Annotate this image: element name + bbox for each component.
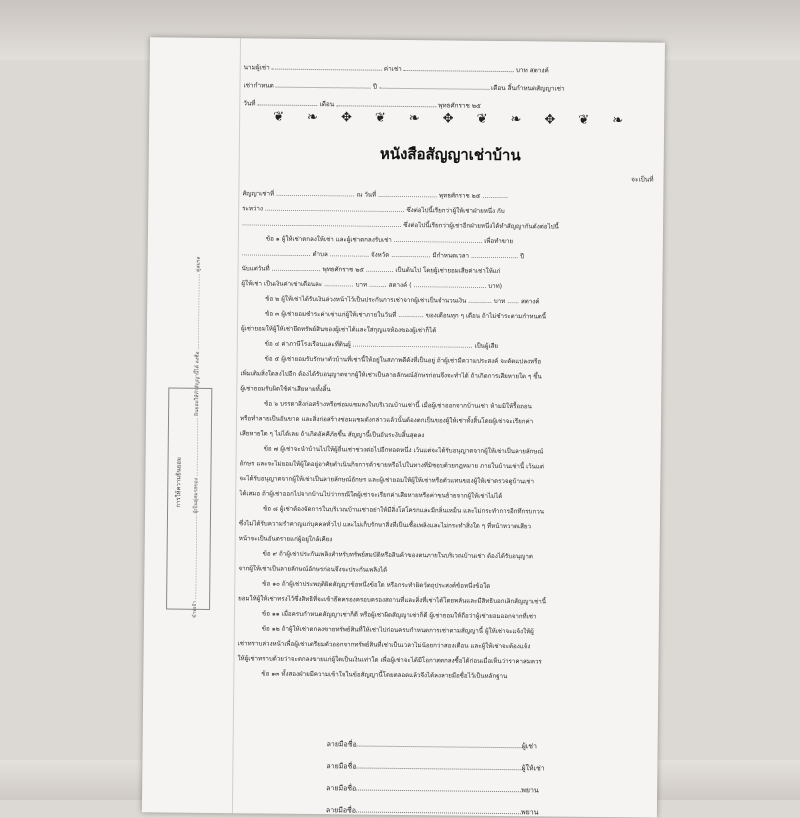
ornament-glyph: ❧ [612,113,624,129]
contract-line: ข้อ ๔ ค่าภาษีโรงเรือนและที่ดินผู้ ............................................................. เป็นผู้เสีย [264,340,499,350]
signature-label: ลายมือชื่อ [326,784,357,793]
contract-line: ให้ผู้เช่าทราบด้วยว่าจะตกลงขายแก่ผู้ใดเป็นเงินเท่าใด เพื่อผู้เช่าจะได้มีโอกาสตกลงซื้อได้ก่อนเมื่อเห็นว่าราคาสมควร [237,655,542,666]
fill-line [336,99,436,107]
ornament-glyph: ✥ [442,111,454,127]
contract-line: ได้เสมอ ถ้าผู้เช่าออกไปจากบ้านไปว่ากรณีใดผู้เช่าจะเรียกค่าเสียหายหรือค่าขนย้ายจากผู้ให้เช่าไม่ได้ [239,490,503,501]
contract-line: เช่าทราบล่วงหน้าเพื่อผู้เช่าเตรียมตัวออกจากทรัพย์สินที่เช่าเป็นเวลาไม่น้อยกว่าสองเดือน และผู้ให้เช่าจะต้องแจ้ง [237,640,531,651]
ornament-glyph: ❦ [578,112,590,128]
title-right-note: จะเป็นที่ [631,175,654,184]
ornament-glyph: ❧ [408,111,420,127]
contract-line: ผู้เช่ายอมรับผิดใช้ค่าเสียหายทั้งสิ้น [240,385,331,394]
ornament-glyph: ❦ [476,111,488,127]
header-day-label: วันที่ [243,99,256,108]
signature-line [357,740,522,749]
contract-line: ข้อ ๑ ผู้ให้เช่าตกลงให้เช่า และผู้เช่าตกลงรับเช่า ............................................. เพื่อทำขาย [265,235,514,246]
document-title: หนังสือสัญญาเช่าบ้าน [379,144,521,165]
signature-label: ลายมือชื่อ [326,762,357,771]
contract-line: ระหว่าง ....................................................................... ซึ่งต่อไปนี้เรียกว่าผู้ให้เช่าฝ่ายหนึ่ง กับ [242,205,505,216]
signature-role: ผู้ให้เช่า [521,764,545,773]
signature-role: ผู้เช่า [521,742,537,751]
ornament-glyph: ❧ [510,112,522,128]
header-year-label: ปี [372,82,378,91]
fill-line [276,81,371,89]
header-rent-label: ค่าเช่า [383,64,402,73]
contract-line: ยอมให้ผู้ให้เช่าทรงไว้ซึ่งสิทธิที่จะเข้ายึดครองครอบครองสถานที่และสิ่งที่เช่าได้โดยพลันและมีสิทธิบอกเลิกสัญญาเช่านี้ [238,595,547,606]
contract-line: ข้อ ๙ ถ้าผู้เช่าประกันเพลิงสำหรับทรัพย์สมบัติหรือสินค้าของตนภายในบริเวณบ้านเช่า ต้องได้รับอนุญาต [262,550,533,561]
ornament-glyph: ✥ [340,110,352,126]
contract-line: ข้อ ๖ บรรดาสิ่งก่อสร้างหรือซ่อมแซมลงในบริเวณบ้านเช่านี้ เมื่อผู้เช่าออกจากบ้านเช่า ห้ามมิให้รื้อถอน [264,400,532,411]
ornament-glyph: ❦ [273,109,285,125]
contract-line: ผู้ให้เช่า เป็นเงินค่าเช่าเดือนละ ............... บาท ......... สตางค์ ( ..................................... บาท) [241,280,503,291]
signature-row [326,761,544,774]
contract-main [236,38,659,817]
header-tenant-label: นามผู้เช่า [243,63,270,72]
header-row-2 [243,80,564,93]
contract-line: ข้อ ๑๐ ถ้าผู้เช่าประพฤติผิดสัญญาข้อหนึ่งข้อใด หรือกระทำผิดวัตถุประสงค์ข้อหนึ่งข้อใด [262,580,491,590]
signature-line [356,762,521,771]
contract-line: ................................... ตำบล .................... จังหวัด .................... มีกำหนดเวลา ........................ ปี [241,250,525,261]
fill-line [379,82,489,90]
signature-line [356,806,521,815]
consent-text: ข้าพเจ้า ..................................................... ผู้เป็นคู่สมรสของ ..................................... ยินยอมให้ทำสัญญานี้ได้ ลงชื่อ ................................................ คู่สมรส [191,256,202,618]
fill-line [272,63,382,71]
contract-line: เสียหายใด ๆ ไม่ได้เลย ถ้าเกิดอัคคีภัยขึ้น สัญญานี้เป็นอันระงับสิ้นสุดลง [239,430,425,440]
contract-line: ผู้เช่ายอมให้ผู้ให้เช่ายึดทรัพย์สินของผู้เช่าได้และใส่กุญแจห้องของผู้เช่าก็ได้ [240,325,437,335]
contract-line: ซึ่งไม่ได้รับความรำคาญแก่บุคคลทั่วไป และไม่เก็บรักษาสิ่งที่เป็นเชื้อเพลิงและไม่กระทำสิ่งใด ๆ ที่หน้าหวาดเสียว [238,520,532,531]
contract-line: ข้อ ๒ ผู้ให้เช่าได้รับเงินล่วงหน้าไว้เป็นประกันการเช่าจากผู้เช่าเป็นจำนวนเงิน ............ บาท ...... สตางค์ [265,295,540,306]
contract-paper [142,37,665,817]
fill-line [404,64,514,72]
signature-role: พยาน [520,808,539,817]
header-be-label: พุทธศักราช ๒๕ [438,101,481,110]
fill-line [258,98,318,106]
contract-line: อักษร และจะไม่ยอมให้ผู้ใดอยู่อาศัยดำเนินกิจการค้าขายหรือไปในทางที่มิชอบด้วยกฎหมาย ภายในบ้านเช่านี้ เว้นแต่ [239,460,544,471]
contract-line: จากผู้ให้เช่าเป็นลายลักษณ์อักษรก่อนจึงจะประกันเพลิงได้ [238,565,388,574]
contract-line: ................................................................................. ซึ่งต่อไปนี้เรียกว่าผู้เช่าอีกฝ่ายหนึ่งได้ทำสัญญากันดังต่อไปนี้ [242,220,559,231]
contract-line: สัญญาเช่าที่ ........................................ ณ วันที่ .............................. พุทธศักราช ๒๕ ............. [242,190,508,201]
contract-body [237,186,652,685]
contract-line: ข้อ ๑๒ ถ้าผู้ให้เช่าตกลงขายทรัพย์สินที่ให้เช่าไปก่อนครบกำหนดการเช่าตามสัญญานี้ ผู้ให้เช่าจะแจ้งให้ผู้ [261,625,534,636]
signature-role: พยาน [521,786,539,795]
contract-line: ข้อ ๕ ผู้เช่ายอมรับรักษาตัวบ้านที่เช่านี้ให้อยู่ในสภาพดีดังที่เป็นอยู่ ถ้าผู้เช่ามีความประสงค์ จะดัดแปลงหรือ [264,355,542,366]
contract-line: เพิ่มเติมสิ่งใดลงไปอีก ต้องได้รับอนุญาตจากผู้ให้เช่าเป็นลายลักษณ์อักษรก่อนจึงจะทำได้ ถ้าเกิดการเสียหายใด ๆ ขึ้น [240,370,542,381]
ornament-glyph: ❧ [307,109,319,126]
signature-line [356,784,521,793]
contract-line: ข้อ ๑๓ ทั้งสองฝ่ายมีความเข้าใจในข้อสัญญานี้โดยตลอดแล้วจึงได้ลงลายมือชื่อไว้เป็นหลักฐาน [261,670,508,681]
contract-line: ข้อ ๗ ผู้เช่าจะนำบ้านไปให้ผู้อื่นเช่าช่วงต่อไปอีกทอดหนึ่ง เว้นแต่จะได้รับอนุญาตจากผู้ให้เช่าเป็นลายลักษณ์ [263,445,544,456]
header-end-label: เดือน สิ้นกำหนดสัญญาเช่า [491,83,565,93]
signature-label: ลายมือชื่อ [326,740,357,749]
contract-line: ข้อ ๓ ผู้เช่ายอมชำระค่าเช่าแก่ผู้ให้เช่าภายในวันที่ ............. ของเดือนทุก ๆ เดือน ถ้าไม่ชำระตามกำหนดนี้ [265,310,547,321]
ornament-border [273,109,623,131]
header-month-label: เดือน [319,100,335,109]
header-row-1 [244,62,549,75]
consent-title: การให้ความยินยอม [175,457,183,508]
signature-row [327,739,537,752]
contract-line: หน้าจะเป็นอันตรายแก่ผู้อยู่ใกล้เคียง [238,535,333,544]
side-consent-strip [142,37,241,813]
contract-line: นับแต่วันที่ ......................... พุทธศักราช ๒๕ .............. เป็นต้นไป โดยผู้เช่ายอมเสียค่าเช่าให้แก่ [241,265,501,275]
contract-line: จะได้รับอนุญาตจากผู้ให้เช่าเป็นลายลักษณ์อักษร และผู้เช่ายอมให้ผู้ให้เช่าหรือตัวแทนของผู้ให้เช่าตรวจดูบ้านเช่า [239,475,534,486]
header-term-label: เช่ากำหนด [243,81,274,90]
header-baht-label: บาท สตางค์ [515,66,549,75]
contract-line: หรือทำลายเป็นอันขาด และสิ่งก่อสร้างซ่อมแซมดังกล่าวแล้วนั้นต้องตกเป็นของผู้ให้เช่าทั้งสิ้นโดยผู้เช่าจะเรียกค่า [239,415,534,426]
contract-line: ข้อ ๑๑ เมื่อครบกำหนดสัญญาเช่าก็ดี หรือผู้เช่าผิดสัญญาเช่าก็ดี ผู้เช่ายอมให้ถือว่าผู้เช่ายอมออกจากที่เช่า [261,610,537,621]
ornament-glyph: ✥ [544,112,556,128]
ornament-glyph: ❦ [374,110,386,126]
contract-line: ข้อ ๘ ผู้เช่าต้องจัดการในบริเวณบ้านเช่าอย่าให้มีสิ่งโสโครกและมีกลิ่นเหม็น และไม่กระทำการอีกทึกรบกวน [263,505,544,516]
signature-row [326,805,539,817]
signature-label: ลายมือชื่อ [325,806,357,815]
signature-row [326,783,539,796]
